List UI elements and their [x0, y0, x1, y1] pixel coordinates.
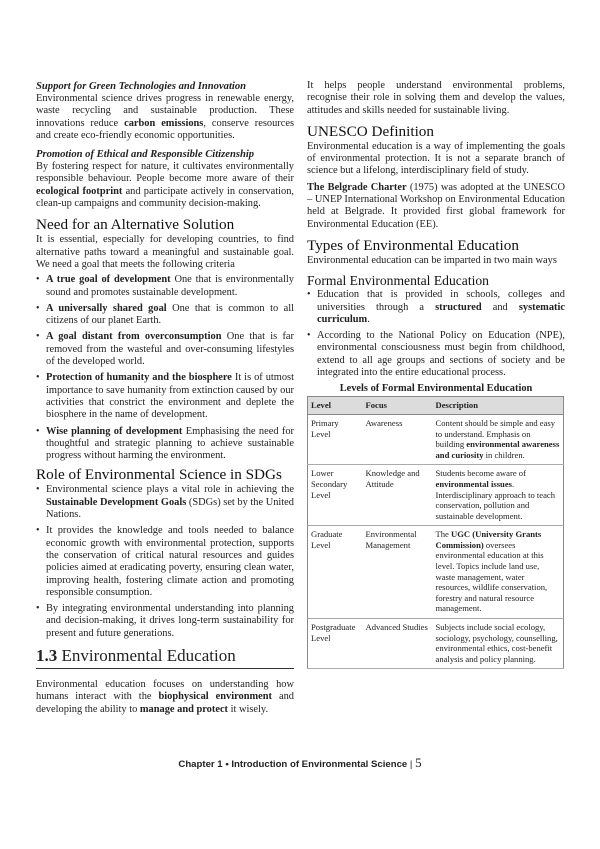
left-column: [36, 80, 294, 716]
sdg-list: [36, 484, 294, 640]
footer-chapter-title: Introduction of Environmental Science: [231, 759, 408, 770]
list-item: • A goal distant from overconsumption One that is far removed from the wasteful and over-consuming lifestyles of the developed world.: [36, 331, 294, 368]
table-title: Levels of Formal Environmental Education: [339, 383, 533, 395]
paragraph-environmental-education: Environmental education focuses on understanding how humans interact with the biophysical environment and developing the ability to manage and protect it wisely.: [36, 678, 294, 715]
heading-unesco: UNESCO Definition: [307, 122, 434, 140]
list-item: • Wise planning of development Emphasising the need for thoughtful and strategic planning to achieve sustainable progress without harming the environment.: [36, 426, 294, 463]
cell-focus: Awareness: [363, 414, 433, 464]
heading-formal: Formal Environmental Education: [307, 273, 489, 289]
criteria-list: [36, 274, 294, 462]
cell-level: Postgraduate Level: [308, 619, 363, 669]
column-header-level: Level: [308, 397, 363, 415]
cell-focus: Environmental Management: [363, 526, 433, 619]
list-item: • Protection of humanity and the biosphere It is of utmost importance to save humanity from extinction caused by our activities that constrict the environment and deplete the biosphere in the name of development.: [36, 372, 294, 421]
list-item: • By integrating environmental understanding into planning and decision-making, it drives long-term sustainability for present and future generations.: [36, 603, 294, 640]
section-number: 1.3: [36, 645, 58, 665]
list-item: • Education that is provided in schools, colleges and universities through a structured and systematic curriculum.: [307, 289, 565, 326]
footer-separator: •: [225, 759, 229, 770]
paragraph-intro: It helps people understand environmental problems, recognise their role in solving them and develop the values, attitudes and skills needed for sustainable living.: [307, 80, 565, 116]
right-column: [307, 80, 565, 669]
table-row: [308, 619, 564, 669]
cell-focus: Advanced Studies: [363, 619, 433, 669]
paragraph-unesco: Environmental education is a way of implementing the goals of environmental protection. It is not a separate branch of science but a lifelong, interdisciplinary field of study.: [307, 140, 565, 177]
paragraph-green-tech: Environmental science drives progress in renewable energy, waste recycling and sustainable production. These innovations reduce carbon emissions, conserve resources and create eco-friendly economic opportunities.: [36, 93, 294, 141]
column-header-focus: Focus: [363, 397, 433, 415]
table-row: [308, 465, 564, 526]
footer-chapter: Chapter 1: [178, 759, 223, 770]
cell-description: The UGC (University Grants Commission) oversees environmental education at this level. Topics include land use, waste management, water resources, wildlife conservation, forestry and natural resource management.: [433, 526, 564, 619]
column-header-description: Description: [433, 397, 564, 415]
list-item: • A universally shared goal One that is common to all citizens of our planet Earth.: [36, 303, 294, 328]
subheading-green-tech: Support for Green Technologies and Innovation: [36, 81, 247, 92]
paragraph-types: Environmental education can be imparted in two main ways: [307, 254, 557, 266]
cell-level: Lower Secondary Level: [308, 465, 363, 526]
paragraph-alternative-intro: It is essential, especially for developing countries, to find alternative paths toward a meaningful and sustainable goal. We need a goal that meets the following criteria: [36, 234, 294, 270]
footer-bar: |: [409, 759, 413, 770]
formal-list: [307, 289, 565, 379]
heading-alternative-solution: Need for an Alternative Solution: [36, 216, 235, 234]
cell-level: Primary Level: [308, 414, 363, 464]
table-row: [308, 526, 564, 619]
list-item: • A true goal of development One that is environmentally sound and promotes sustainable development.: [36, 274, 294, 299]
subheading-ethical: Promotion of Ethical and Responsible Citizenship: [36, 149, 255, 161]
cell-description: Students become aware of environmental issues. Interdisciplinary approach to teach conservation, pollution and sustainable development.: [433, 465, 564, 526]
levels-table: [307, 396, 564, 669]
cell-focus: Knowledge and Attitude: [363, 465, 433, 526]
table-header-row: [308, 397, 564, 415]
paragraph-belgrade: The Belgrade Charter (1975) was adopted at the UNESCO – UNEP International Workshop on Environmental Education held at Belgrade. It provided first global framework for Environmental Education (EE).: [307, 181, 565, 230]
page-number: 5: [415, 755, 422, 770]
list-item: • It provides the knowledge and tools needed to balance economic growth with environmental protection, supports the conservation of critical natural resources and guides policies aimed at eradicating poverty, ensuring clean water, improving health, fostering climate action and promoting responsible consumption.: [36, 525, 294, 599]
table-row: [308, 414, 564, 464]
section-heading: [36, 646, 294, 669]
heading-types: Types of Environmental Education: [307, 236, 519, 254]
cell-level: Graduate Level: [308, 526, 363, 619]
list-item: • According to the National Policy on Education (NPE), environmental consciousness must begin from childhood, extend to all age groups and sections of society and be integrated into the entire educational process.: [307, 330, 565, 379]
heading-sdgs: Role of Environmental Science in SDGs: [36, 466, 282, 484]
paragraph-ethical: By fostering respect for nature, it cultivates environmentally responsible behaviour. People become more aware of their ecological footprint and participate actively in conservation, clean-up campaigns and community decision-making.: [36, 161, 295, 210]
page-footer: [0, 755, 600, 771]
section-title: Environmental Education: [61, 645, 236, 665]
cell-description: Content should be simple and easy to understand. Emphasis on building environmental awareness and curiosity in children.: [433, 414, 564, 464]
list-item: • Environmental science plays a vital role in achieving the Sustainable Development Goals (SDGs) set by the United Nations.: [36, 484, 294, 521]
cell-description: Subjects include social ecology, sociology, psychology, counselling, environmental ethics, cost-benefit analysis and policy planning.: [433, 619, 564, 669]
